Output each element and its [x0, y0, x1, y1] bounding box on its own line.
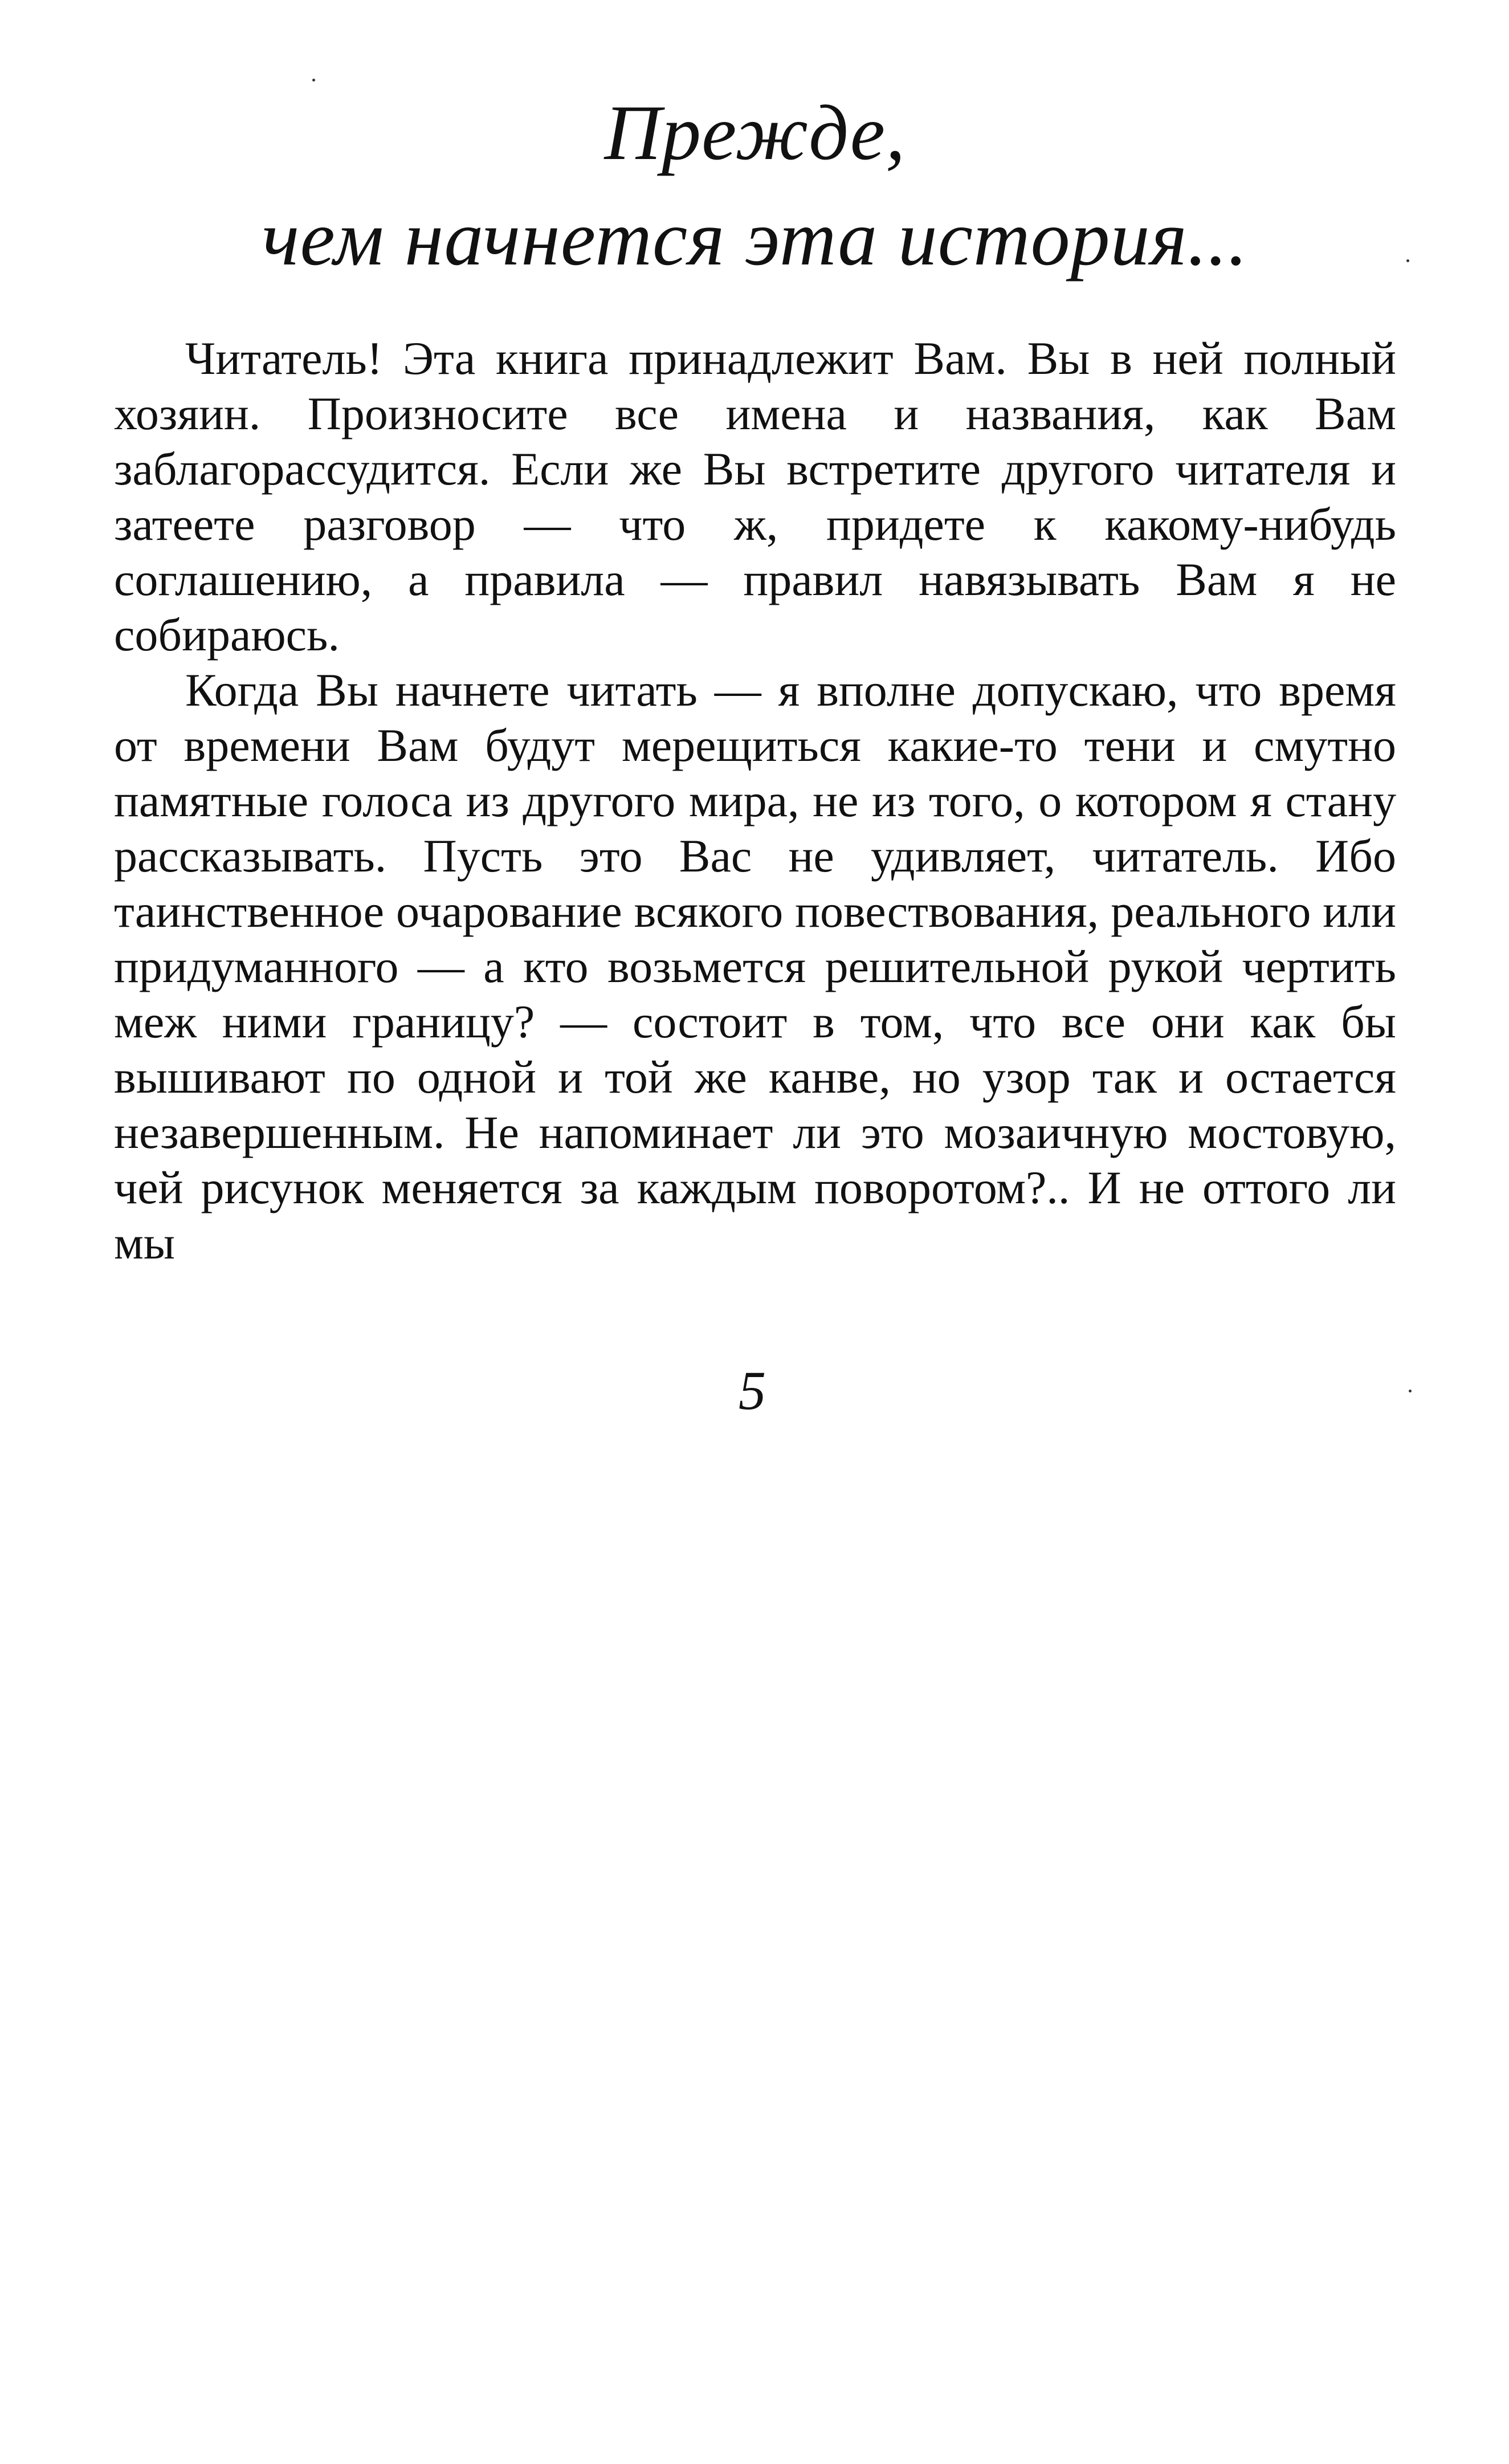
paragraph: Читатель! Эта книга принадлежит Вам. Вы в ней полный хозяин. Произносите все имена и названия, как Вам заблагорассудится. Если же Вы встретите другого читателя и затеете разговор — что ж, придете к какому-нибудь соглашению, а правила — правил навязывать Вам я не собираюсь.: [114, 332, 1396, 661]
print-speck: [1406, 259, 1409, 262]
chapter-title-line-2: чем начнется эта история...: [262, 194, 1249, 282]
body-text: [114, 331, 1396, 1270]
paragraph: Когда Вы начнете читать — я вполне допускаю, что время от времени Вам будут мерещиться какие-то тени и смутно памятные голоса из другого мира, не из того, о котором я стану рассказывать. Пусть это Вас не удивляет, читатель. Ибо таинственное очарование всякого повествования, реального или придуманного — а кто возьмется решительной рукой чертить меж ними границу? — состоит в том, что все они как бы вышивают по одной и той же канве, но узор так и остается незавершенным. Не напоминает ли это мозаичную мостовую, чей рисунок меняется за каждым поворотом?.. И не оттого ли мы: [114, 664, 1396, 1269]
print-speck: [312, 79, 315, 82]
page-number: 5: [739, 1360, 766, 1421]
print-speck: [1409, 1390, 1412, 1392]
chapter-title: [114, 80, 1396, 291]
chapter-title-line-1: Прежде,: [604, 89, 906, 176]
